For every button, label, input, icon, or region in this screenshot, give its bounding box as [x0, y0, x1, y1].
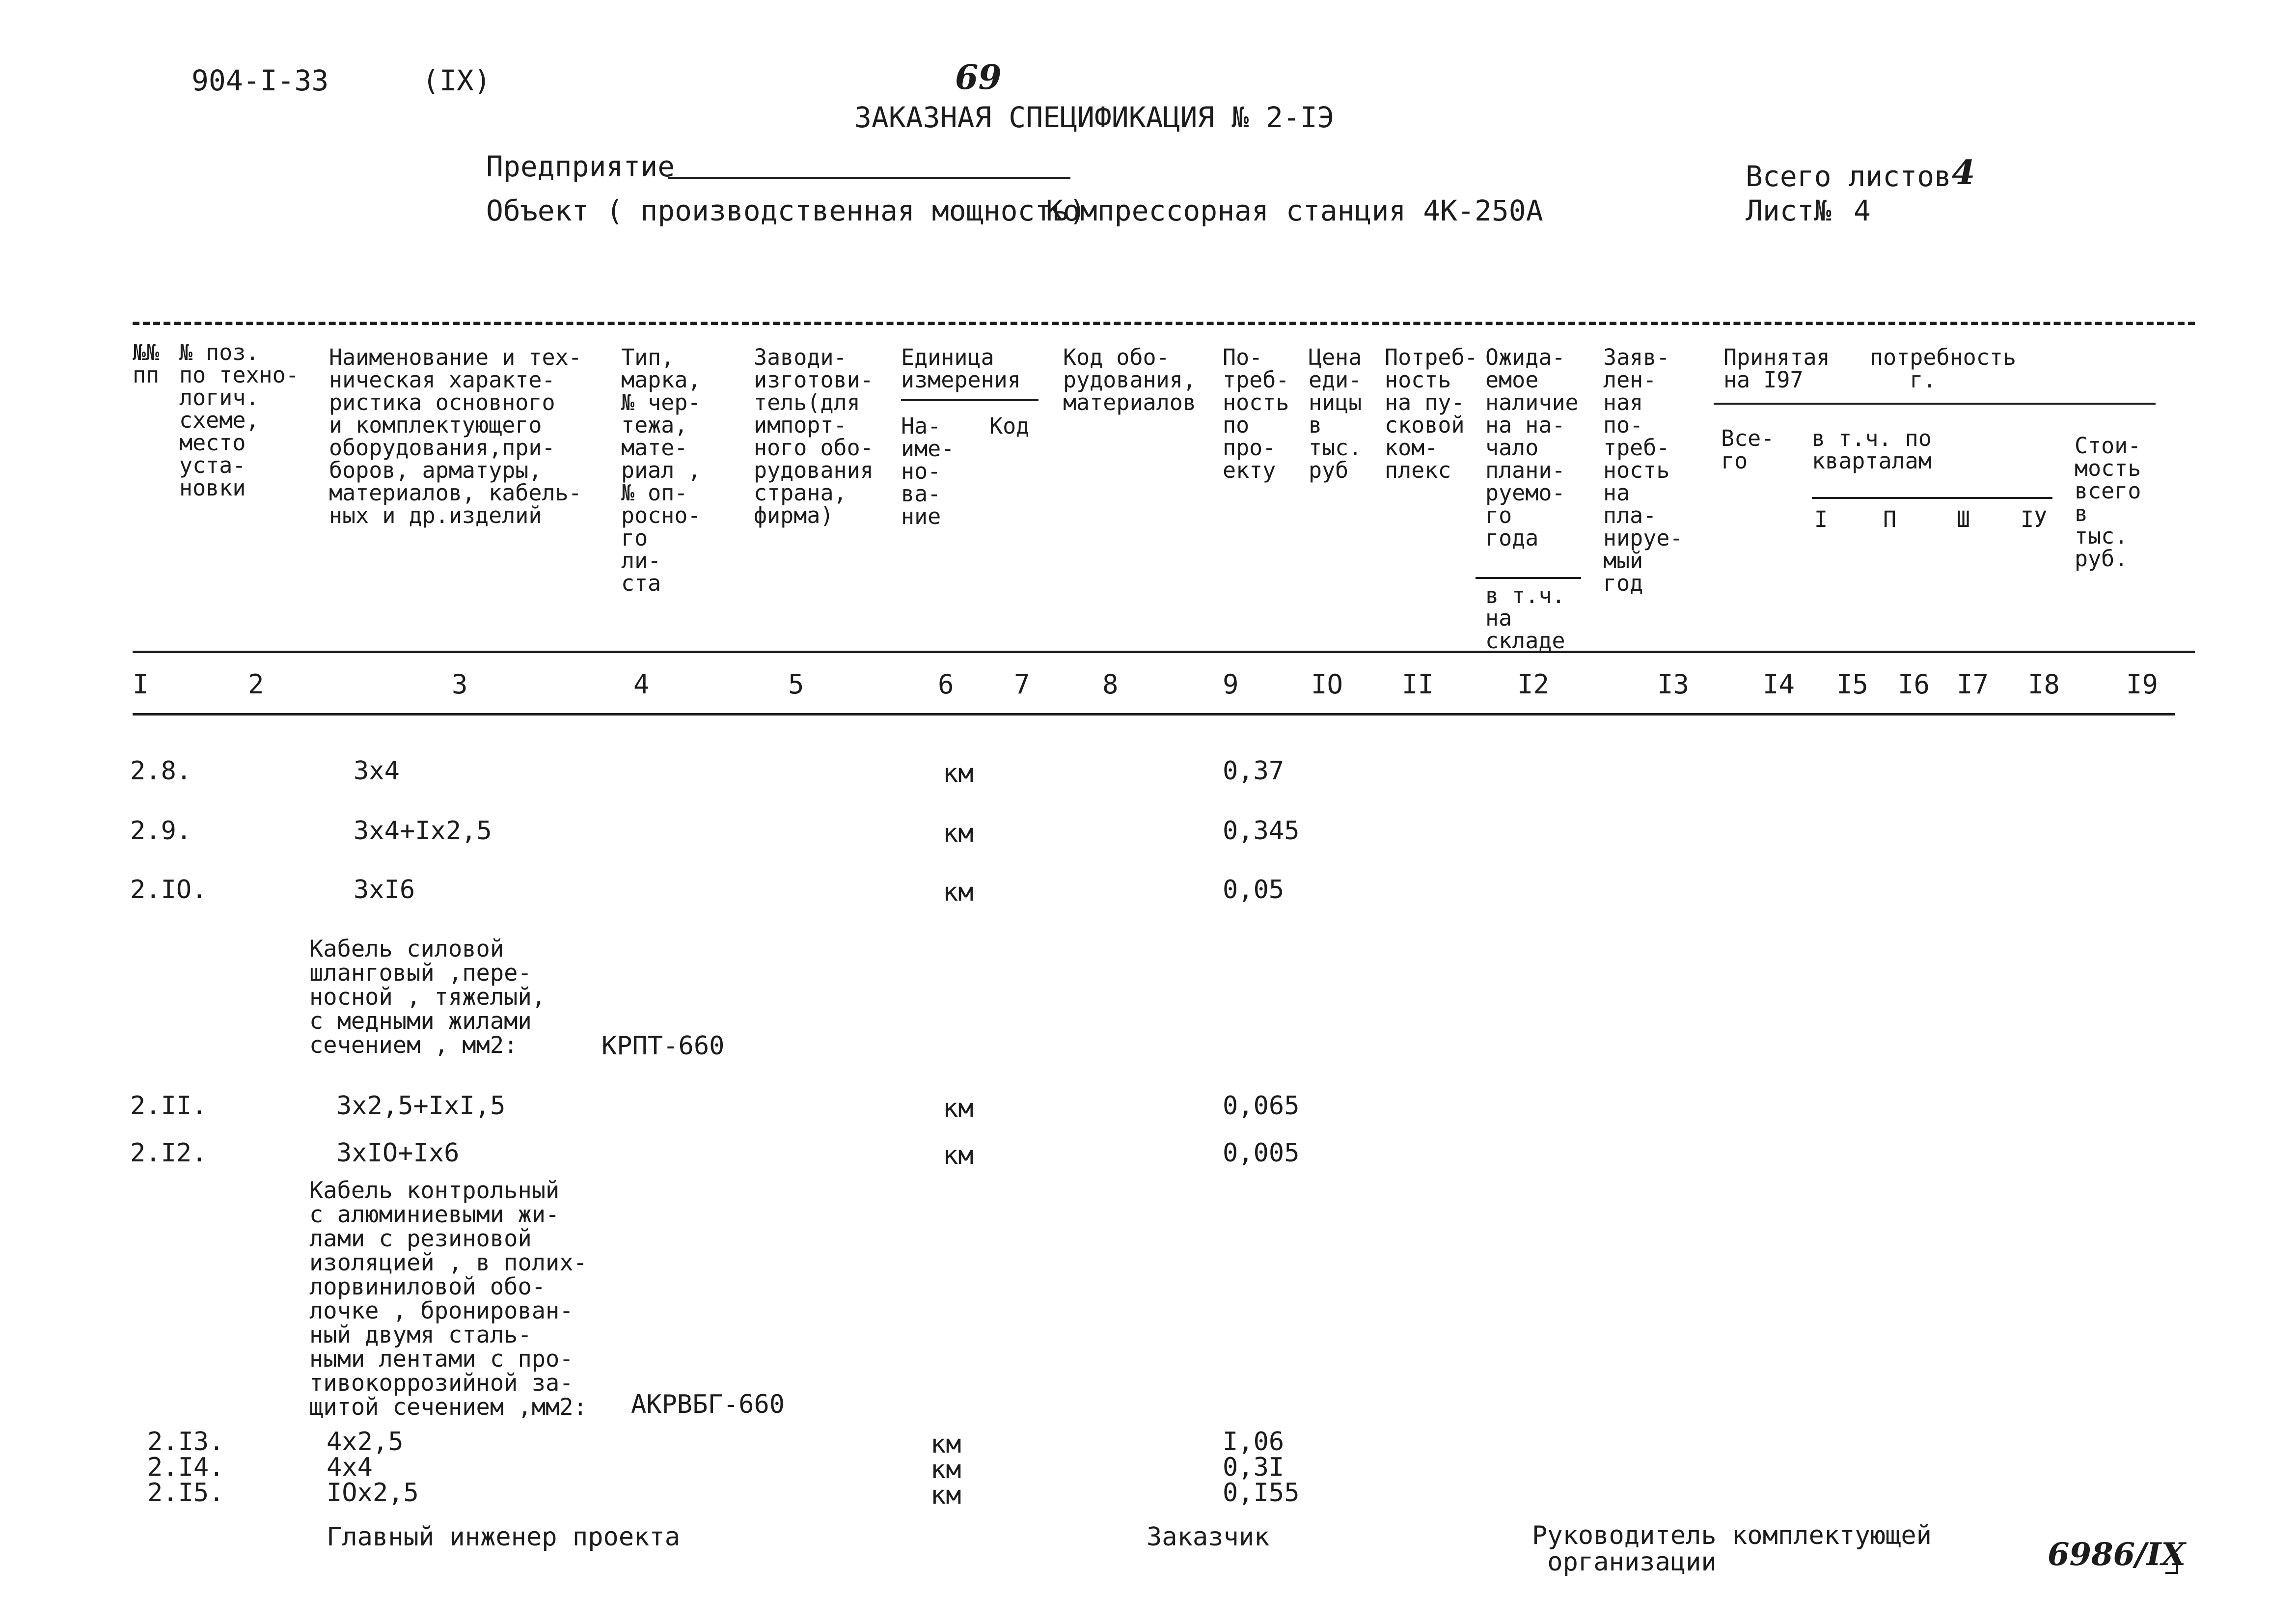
col-project-need: По- треб- ность по про- екту [1223, 344, 1289, 483]
column-number: I [133, 669, 149, 700]
chief-engineer-signature: Главный инженер проекта [327, 1522, 681, 1552]
column-number: I9 [2126, 669, 2159, 700]
cable-type: АКРВБГ-660 [631, 1390, 785, 1419]
row-number: 2.9. [130, 816, 192, 846]
column-number: I3 [1657, 669, 1690, 700]
row-unit: км [943, 878, 974, 907]
column-number: 9 [1223, 669, 1239, 700]
row-unit: км [930, 1430, 961, 1459]
row-quantity: 0,3I [1223, 1453, 1285, 1482]
column-number: 4 [633, 669, 650, 700]
warehouse-sub-rule [1476, 577, 1581, 579]
row-name: 4х2,5 [327, 1427, 404, 1457]
column-number: II [1402, 669, 1434, 700]
row-number: 2.8. [130, 756, 192, 786]
row-name: IOх2,5 [327, 1478, 419, 1508]
row-name: 3хI6 [354, 875, 415, 905]
col-name: Наименование и тех- ническая характе- ристика основного и комплектующего оборудования,при- боров, арматуры, материалов, кабель- ных и др.изделий [329, 344, 582, 528]
archive-stamp: 6986/IX [2048, 1536, 2186, 1573]
column-number: I7 [1957, 669, 1989, 700]
col-accepted-need: Принятая потребность на I97 г. [1723, 344, 2017, 393]
col-manufacturer: Заводи- изготови- тель(для импорт- ного обо- рудования страна, фирма) [754, 344, 874, 528]
column-number: 6 [938, 669, 954, 700]
col-unit-code: Код [989, 413, 1030, 439]
document-code: 904-I-33 [191, 64, 329, 97]
col-unit-group: Единица измерения [901, 344, 1021, 393]
stamp-corner-vertical [2176, 1554, 2178, 1572]
row-name: 4х4 [327, 1453, 373, 1482]
sheet-value: 4 [1854, 194, 1871, 227]
row-number: 2.II. [130, 1091, 207, 1121]
col-type: Тип, марка, № чер- тежа, мате- риал , № оп- росно- го ли- ста [621, 344, 701, 596]
row-unit: км [943, 759, 974, 788]
col-row-number: №№ пп [133, 339, 160, 388]
supplier-head-signature: Руководитель комплектующей организации [1532, 1521, 1932, 1577]
row-quantity: 0,I55 [1223, 1478, 1300, 1508]
column-number: I5 [1836, 669, 1869, 700]
row-unit: км [943, 1141, 974, 1170]
accepted-group-rule [1714, 403, 2156, 405]
row-name: 3х2,5+IхI,5 [336, 1091, 506, 1121]
total-sheets-value: 4 [1952, 153, 1975, 193]
column-number: 2 [248, 669, 264, 700]
table-top-rule [133, 322, 2195, 325]
col-cost: Стои- мость всего в тыс. руб. [2075, 433, 2141, 572]
column-numbers-rule [133, 713, 2175, 716]
row-quantity: 0,345 [1223, 816, 1300, 846]
row-number: 2.IO. [130, 875, 207, 905]
col-expected-stock: Ожида- емое наличие на на- чало плани- руемо- го года [1485, 344, 1579, 551]
col-q3: Ш [1957, 506, 1970, 532]
col-unit-name: На- име- но- ва- ние [901, 413, 955, 529]
col-total: Все- го [1721, 425, 1775, 474]
col-equipment-code: Код обо- рудования, материалов [1063, 344, 1196, 415]
col-in-warehouse: в т.ч. на складе [1485, 582, 1565, 654]
unit-group-rule [901, 399, 1039, 401]
cable-description: Кабель силовой шланговый ,пере- носной , тяжелый, с медными жилами сечением , мм2: [309, 936, 546, 1059]
quarter-group-rule [1812, 497, 2052, 499]
row-number: 2.I5. [147, 1478, 224, 1508]
row-quantity: 0,05 [1223, 875, 1285, 905]
column-number: 7 [1014, 669, 1030, 700]
row-unit: км [930, 1455, 961, 1485]
column-number: IO [1311, 669, 1343, 700]
col-position: № поз. по техно- логич. схеме, место уста- новки [179, 339, 299, 501]
total-sheets-label: Всего листов [1746, 160, 1952, 193]
object-label: Объект ( производственная мощность) [486, 194, 1087, 227]
col-by-quarter: в т.ч. по кварталам [1812, 425, 1932, 474]
column-number: 3 [452, 669, 468, 700]
row-number: 2.I2. [130, 1138, 207, 1168]
row-name: 3хIO+Iх6 [336, 1138, 460, 1168]
column-number: I8 [2028, 669, 2060, 700]
row-quantity: 0,005 [1223, 1138, 1300, 1168]
col-q4: IУ [2021, 506, 2048, 532]
column-number: 8 [1102, 669, 1119, 700]
column-number: 5 [788, 669, 804, 700]
page-number: 69 [955, 58, 1002, 97]
row-quantity: I,06 [1223, 1427, 1285, 1457]
col-startup-need: Потреб- ность на пу- сковой ком- плекс [1385, 344, 1478, 483]
row-quantity: 0,37 [1223, 756, 1285, 786]
customer-signature: Заказчик [1147, 1522, 1270, 1552]
cable-description: Кабель контрольный с алюминиевыми жи- лами с резиновой изоляцией , в полих- лорвиниловой обо- лочке , бронирован- ный двумя сталь- ными лентами с про- тивокоррозийной за- щитой сечением ,мм2: [309, 1177, 587, 1421]
header-bottom-rule [133, 651, 2195, 653]
row-name: 3х4 [354, 756, 400, 786]
page-title: ЗАКАЗНАЯ СПЕЦИФИКАЦИЯ № 2-IЭ [854, 101, 1335, 134]
enterprise-label: Предприятие [486, 150, 675, 183]
row-unit: км [943, 1094, 974, 1123]
sheet-label: Лист№ [1746, 194, 1831, 227]
col-q2: П [1883, 506, 1897, 532]
column-number: I6 [1898, 669, 1930, 700]
column-number: I2 [1517, 669, 1550, 700]
row-name: 3х4+Iх2,5 [354, 816, 492, 846]
col-unit-price: Цена еди- ницы в тыс. руб [1309, 344, 1362, 483]
cable-type: КРПТ-660 [601, 1031, 725, 1061]
stamp-corner-horizontal [2165, 1572, 2178, 1574]
column-number: I4 [1763, 669, 1795, 700]
col-q1: I [1814, 506, 1828, 532]
volume-number: (IX) [422, 64, 491, 97]
object-value: Компрессорная станция 4К-250А [1046, 194, 1543, 227]
row-unit: км [930, 1481, 961, 1510]
row-number: 2.I3. [147, 1427, 224, 1457]
row-number: 2.I4. [147, 1453, 224, 1482]
row-quantity: 0,065 [1223, 1091, 1300, 1121]
row-unit: км [943, 819, 974, 848]
col-declared-need: Заяв- лен- ная по- треб- ность на пла- нируе- мый год [1603, 344, 1683, 596]
enterprise-blank-line [668, 177, 1070, 179]
